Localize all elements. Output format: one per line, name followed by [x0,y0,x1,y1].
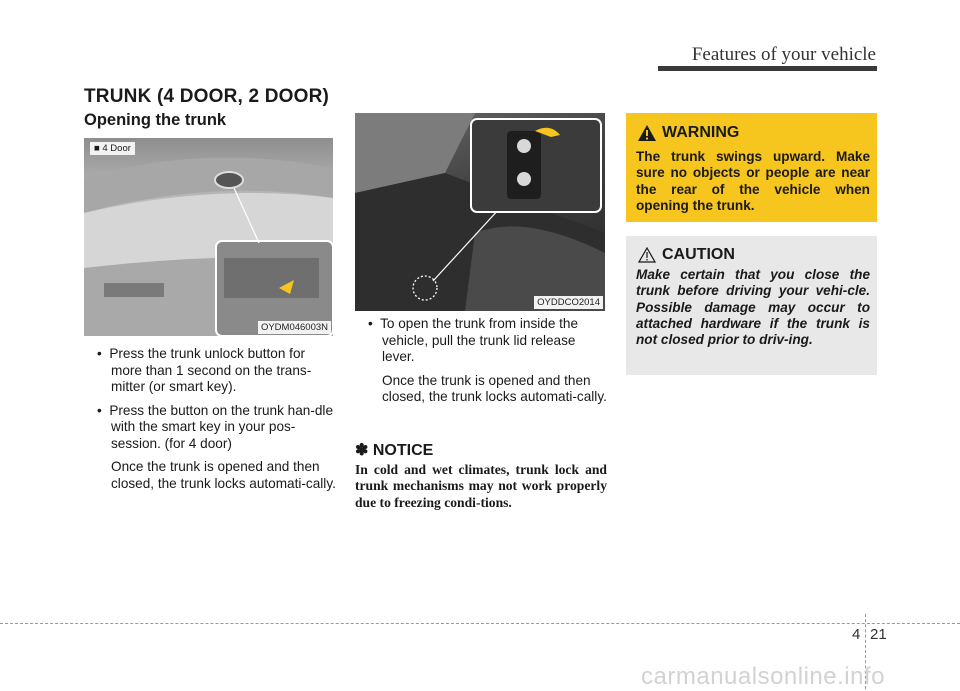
list-item: • Press the button on the trunk han-dle with the smart key in your pos-session. (for 4 door) [97,402,334,451]
list-item-text: To open the trunk from inside the vehicle, pull the trunk lid release lever. [380,316,579,364]
paragraph: Once the trunk is opened and then closed, the trunk locks automati-cally. [382,372,607,404]
trunk-release-illustration [355,113,605,311]
caution-title: CAUTION [662,246,735,263]
figure-code: OYDDCO2014 [534,296,603,309]
column-2-text [355,316,607,413]
figure-tag: ■ 4 Door [90,142,135,155]
list-item-text: Press the button on the trunk han-dle with the smart key in your pos-session. (for 4 door) [109,402,334,451]
paragraph: Once the trunk is opened and then closed, the trunk locks automati-cally. [111,459,336,491]
trunk-exterior-figure [84,138,333,336]
caution-body: Make certain that you close the trunk before driving your vehi-cle. Possible damage may occur to attached hardware if the trunk is not closed prior to driv-ing. [636,267,870,348]
subsection-title: Opening the trunk [84,111,227,129]
warning-icon [638,125,656,141]
section-title: TRUNK (4 DOOR, 2 DOOR) [84,86,330,107]
list-item-text: Press the trunk unlock button for more than 1 second on the trans-mitter (or smart key). [109,346,312,394]
header-bar [658,66,877,71]
notice-title: ✽ NOTICE [355,442,434,459]
caution-box [626,236,877,375]
warning-title: WARNING [662,124,740,141]
warning-box [626,113,877,222]
notice-body: In cold and wet climates, trunk lock and trunk mechanisms may not work properly due to freezing condi-tions. [355,462,607,510]
trunk-release-figure [355,113,605,311]
list-item: • Press the trunk unlock button for more than 1 second on the trans-mitter (or smart key). [97,346,312,394]
trunk-exterior-illustration [84,138,333,336]
chapter-number: 4 [852,626,861,643]
column-1-text [84,346,336,499]
caution-icon [638,247,656,263]
figure-code: OYDM046003N [258,321,331,334]
header-title: Features of your vehicle [691,44,876,65]
list-item: • To open the trunk from inside the vehicle, pull the trunk lid release lever. [368,316,579,364]
warning-body: The trunk swings upward. Make sure no objects or people are near the rear of the vehicle when opening the trunk. [636,149,870,213]
watermark: carmanualsonline.info [641,663,885,690]
page-number: 21 [870,626,887,643]
footer-divider [0,623,960,624]
